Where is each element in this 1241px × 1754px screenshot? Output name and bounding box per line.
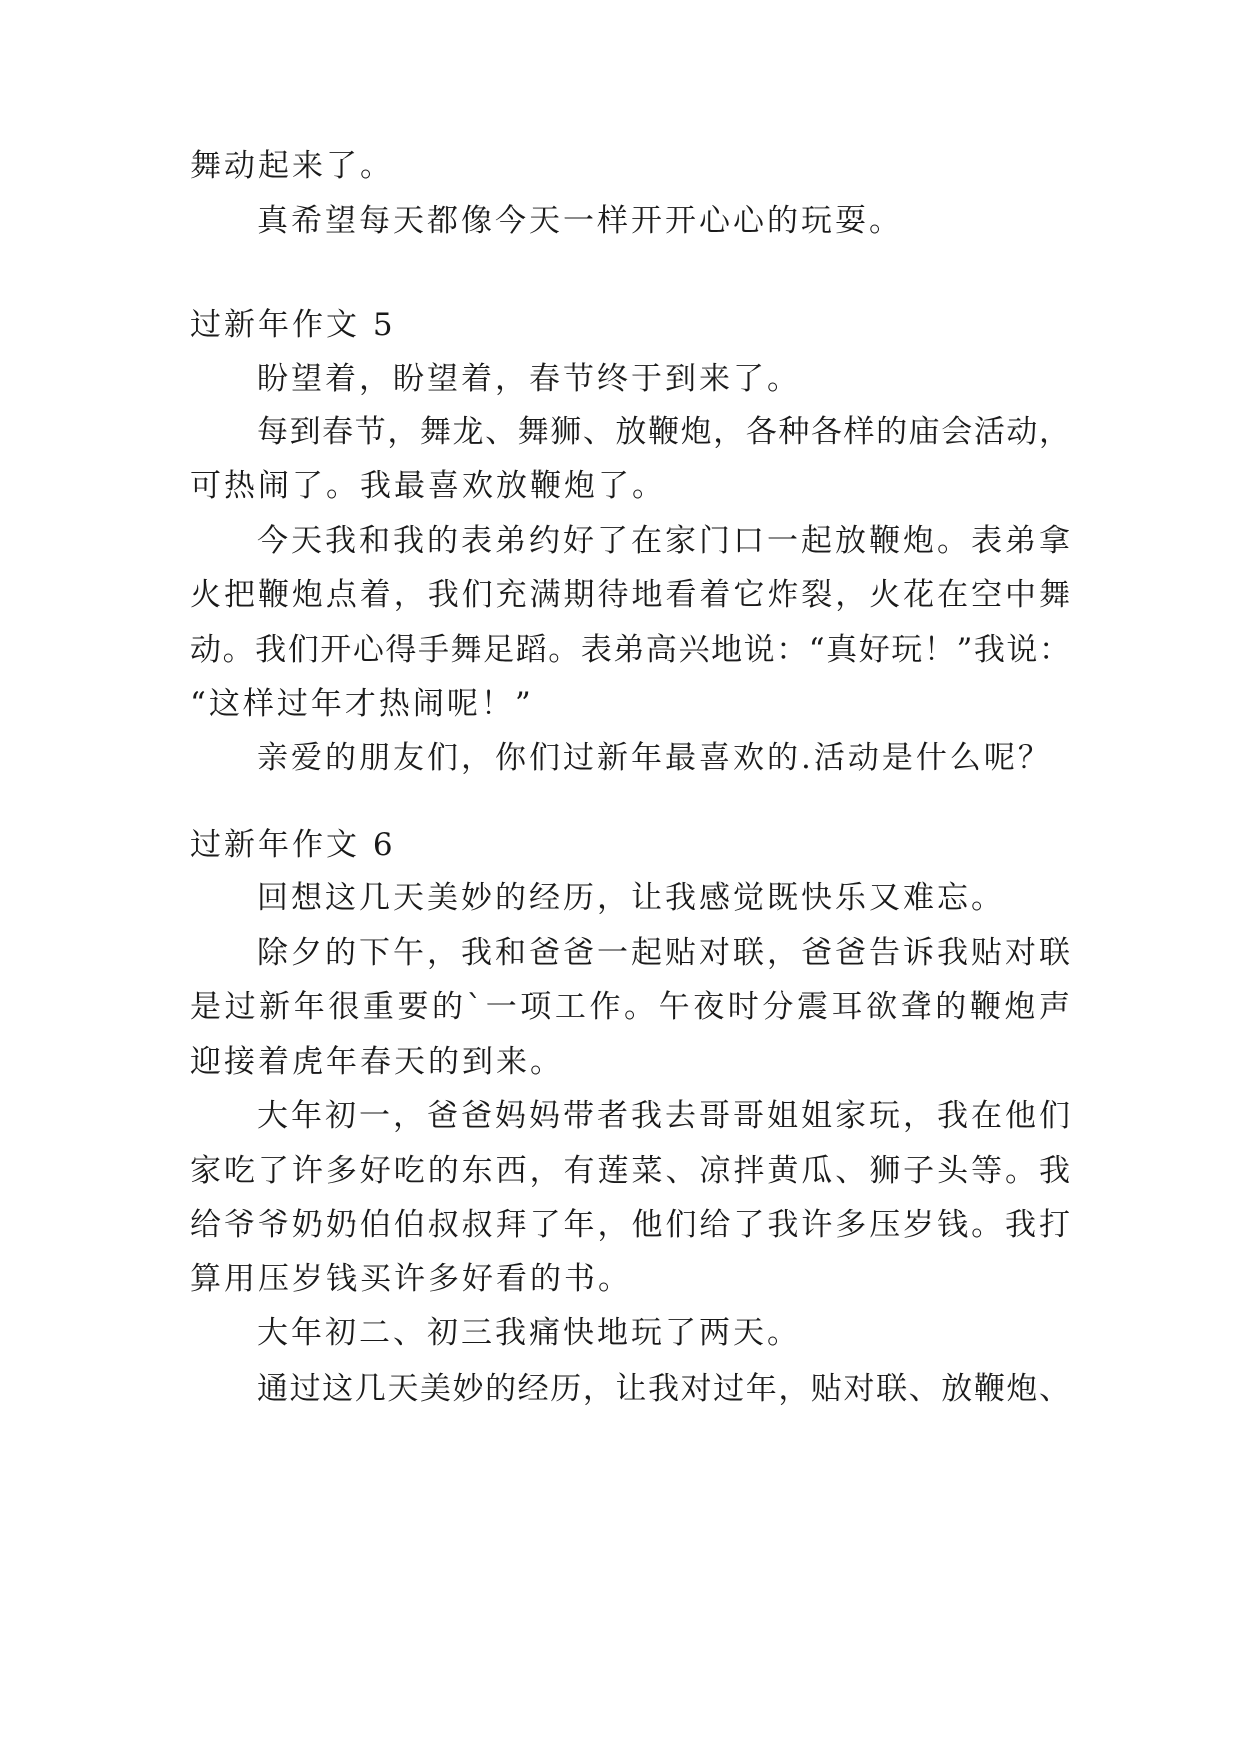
paragraph-line: 回想这几天美妙的经历，让我感觉既快乐又难忘。 bbox=[257, 880, 1005, 916]
paragraph-line: 给爷爷奶奶伯伯叔叔拜了年，他们给了我许多压岁钱。我打 bbox=[190, 1207, 1070, 1243]
paragraph-line: 家吃了许多好吃的东西，有莲菜、凉拌黄瓜、狮子头等。我 bbox=[190, 1153, 1070, 1189]
paragraph-line: 是过新年很重要的`一项工作。午夜时分震耳欲聋的鞭炮声 bbox=[190, 989, 1070, 1025]
paragraph-line: 算用压岁钱买许多好看的书。 bbox=[190, 1261, 632, 1297]
paragraph-line: 通过这几天美妙的经历，让我对过年，贴对联、放鞭炮、 bbox=[257, 1371, 1070, 1407]
paragraph-line: 火把鞭炮点着，我们充满期待地看着它炸裂，火花在空中舞 bbox=[190, 577, 1070, 613]
paragraph-line: 亲爱的朋友们，你们过新年最喜欢的.活动是什么呢？ bbox=[257, 740, 1052, 776]
paragraph-line: 今天我和我的表弟约好了在家门口一起放鞭炮。表弟拿 bbox=[257, 523, 1070, 559]
paragraph-line: 除夕的下午，我和爸爸一起贴对联，爸爸告诉我贴对联 bbox=[257, 935, 1070, 971]
paragraph-line: 可热闹了。我最喜欢放鞭炮了。 bbox=[190, 468, 666, 504]
paragraph-line: 迎接着虎年春天的到来。 bbox=[190, 1044, 564, 1080]
paragraph-line: “这样过年才热闹呢！” bbox=[190, 686, 534, 722]
paragraph-line: 大年初一，爸爸妈妈带者我去哥哥姐姐家玩，我在他们 bbox=[257, 1098, 1070, 1134]
section-heading: 过新年作文 6 bbox=[190, 827, 396, 863]
paragraph-line: 每到春节，舞龙、舞狮、放鞭炮，各种各样的庙会活动， bbox=[257, 414, 1070, 450]
section-heading: 过新年作文 5 bbox=[190, 307, 396, 343]
paragraph-line: 动。我们开心得手舞足蹈。表弟高兴地说：“真好玩！”我说： bbox=[190, 632, 1070, 668]
paragraph-line: 盼望着，盼望着，春节终于到来了。 bbox=[257, 361, 801, 397]
paragraph-line: 大年初二、初三我痛快地玩了两天。 bbox=[257, 1315, 801, 1351]
paragraph-line: 舞动起来了。 bbox=[190, 148, 394, 184]
paragraph-line: 真希望每天都像今天一样开开心心的玩耍。 bbox=[257, 203, 903, 239]
